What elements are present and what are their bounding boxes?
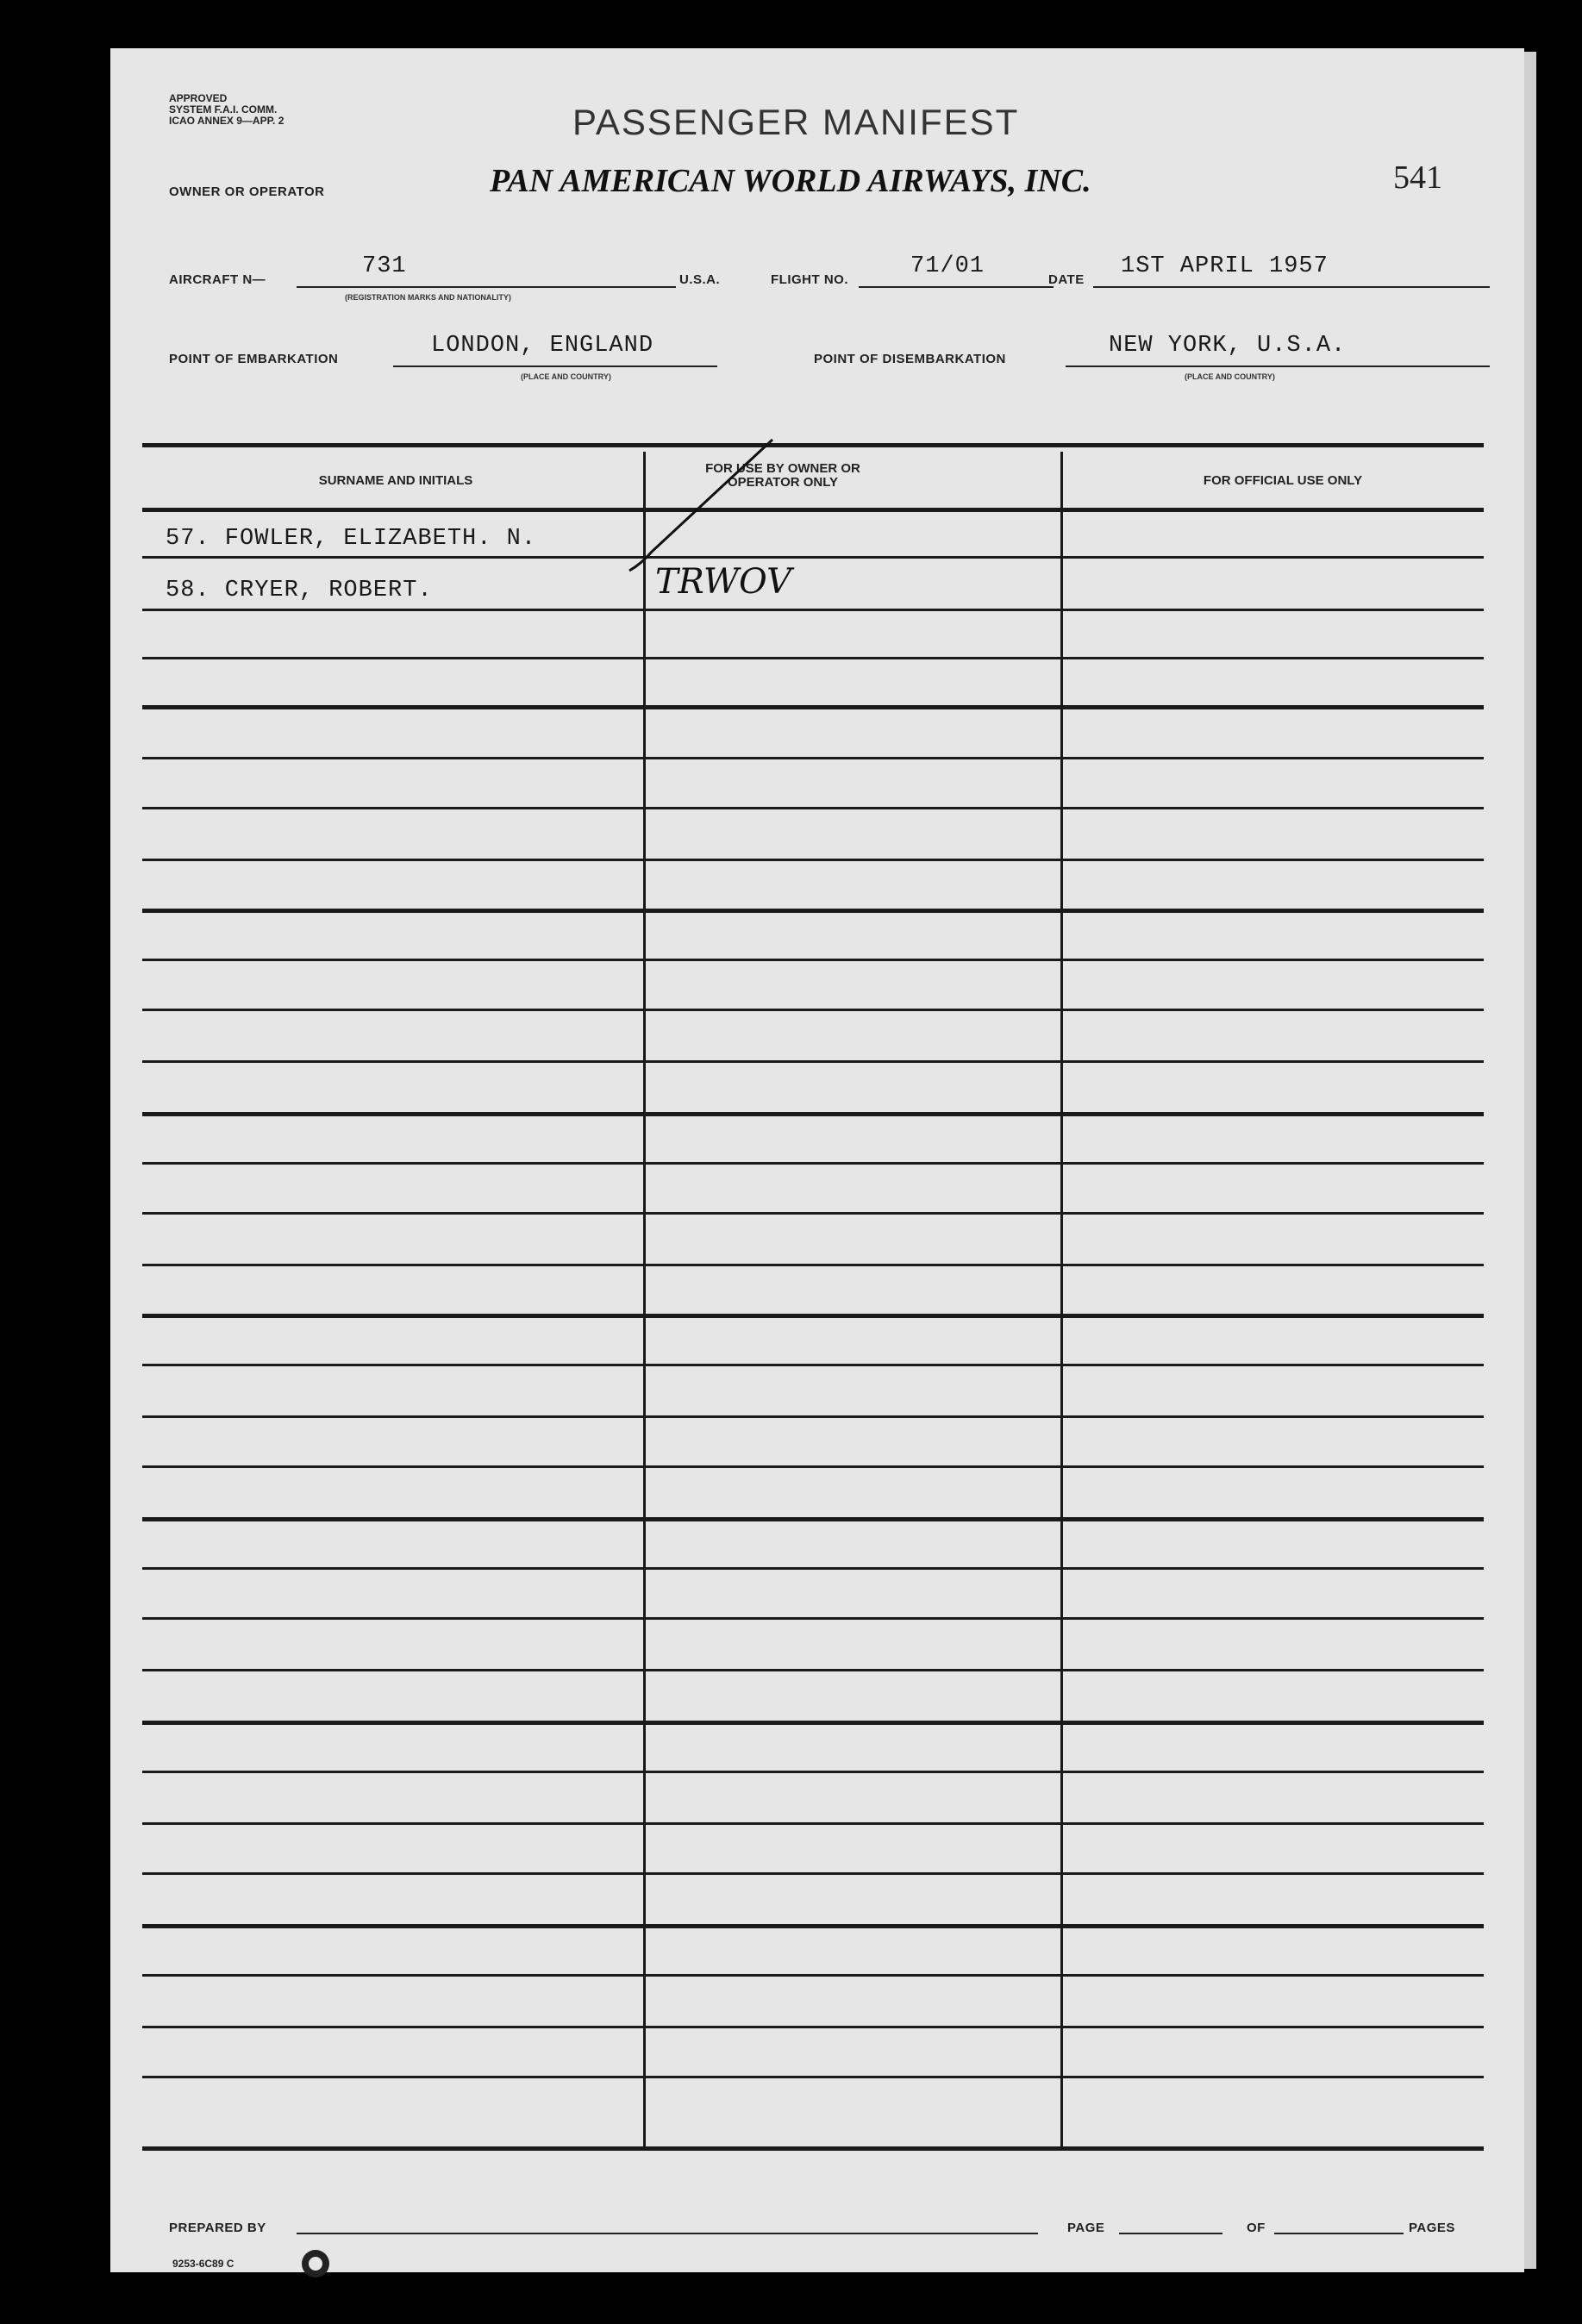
document-title: PASSENGER MANIFEST	[572, 102, 1020, 142]
operator-name: PAN AMERICAN WORLD AIRWAYS, INC.	[490, 163, 1091, 199]
aircraft-value: 731	[362, 253, 407, 279]
row-rule	[142, 657, 1484, 659]
of-underline	[1274, 2233, 1404, 2234]
row-rule	[142, 1771, 1484, 1773]
approval-line: SYSTEM F.A.I. COMM.	[169, 103, 278, 116]
row-rule	[142, 807, 1484, 809]
page-stamp: 541	[1393, 159, 1442, 196]
printer-logo-icon	[298, 2246, 333, 2281]
prepared-by-underline	[297, 2233, 1038, 2234]
row-rule	[142, 909, 1484, 913]
page-label: PAGE	[1067, 2221, 1105, 2235]
row-rule	[142, 1364, 1484, 1366]
row-rule	[142, 1264, 1484, 1266]
prepared-by-label: PREPARED BY	[169, 2221, 266, 2235]
row-rule	[142, 757, 1484, 759]
surname-column-header: SURNAME AND INITIALS	[318, 473, 473, 488]
approval-line: ICAO ANNEX 9—APP. 2	[169, 115, 285, 127]
row-rule	[142, 609, 1484, 611]
flight-underline	[859, 286, 1054, 288]
disembarkation-label: POINT OF DISEMBARKATION	[814, 352, 1006, 366]
owner-use-column-header: FOR USE BY OWNER OR OPERATOR ONLY	[705, 461, 860, 490]
aircraft-label: AIRCRAFT N—	[169, 272, 266, 287]
check-mark-stroke	[624, 415, 779, 588]
manifest-sheet	[110, 48, 1524, 2272]
flight-label: FLIGHT NO.	[771, 272, 848, 287]
row-rule	[142, 1721, 1484, 1725]
row-rule	[142, 1567, 1484, 1570]
approval-line: APPROVED	[169, 92, 228, 104]
row-rule	[142, 1517, 1484, 1521]
official-use-column-header: FOR OFFICIAL USE ONLY	[1203, 473, 1363, 488]
row-rule	[142, 1314, 1484, 1318]
embarkation-value: LONDON, ENGLAND	[431, 333, 654, 359]
date-underline	[1093, 286, 1490, 288]
row-rule	[142, 1060, 1484, 1063]
form-number: 9253-6C89 C	[172, 2258, 234, 2270]
page-underline	[1119, 2233, 1222, 2234]
date-value: 1ST APRIL 1957	[1121, 253, 1329, 279]
row-rule	[142, 959, 1484, 961]
aircraft-underline	[297, 286, 676, 288]
row-rule	[142, 705, 1484, 709]
of-label: OF	[1247, 2221, 1266, 2235]
row-rule	[142, 1112, 1484, 1116]
aircraft-country: U.S.A.	[679, 272, 721, 287]
owner-operator-label: OWNER OR OPERATOR	[169, 184, 325, 199]
row-rule	[142, 1872, 1484, 1875]
sheet-edge	[1524, 52, 1536, 2269]
table-bottom-rule	[142, 2146, 1484, 2151]
row-rule	[142, 1212, 1484, 1215]
row-rule	[142, 1617, 1484, 1620]
embarkation-underline	[393, 365, 717, 367]
row-rule	[142, 1465, 1484, 1468]
table-top-rule	[142, 443, 1484, 447]
row-rule	[142, 2026, 1484, 2028]
flight-value: 71/01	[910, 253, 985, 279]
row-rule	[142, 1009, 1484, 1011]
embarkation-sublabel: (PLACE AND COUNTRY)	[521, 372, 611, 381]
row-rule	[142, 556, 1484, 559]
row-rule	[142, 1669, 1484, 1671]
aircraft-sublabel: (REGISTRATION MARKS AND NATIONALITY)	[345, 293, 511, 302]
approval-block	[169, 93, 284, 127]
owner-note-handwritten: TRWOV	[655, 562, 792, 602]
row-rule	[142, 2076, 1484, 2078]
header-rule	[142, 508, 1484, 512]
disembarkation-value: NEW YORK, U.S.A.	[1109, 333, 1347, 359]
passenger-entry-57: 57. FOWLER, ELIZABETH. N.	[166, 526, 537, 552]
row-rule	[142, 1822, 1484, 1825]
row-rule	[142, 1415, 1484, 1418]
row-rule	[142, 1924, 1484, 1928]
disembarkation-underline	[1066, 365, 1490, 367]
pages-label: PAGES	[1409, 2221, 1455, 2235]
row-rule	[142, 1162, 1484, 1165]
embarkation-label: POINT OF EMBARKATION	[169, 352, 339, 366]
row-rule	[142, 859, 1484, 861]
passenger-entry-58: 58. CRYER, ROBERT.	[166, 578, 433, 603]
row-rule	[142, 1974, 1484, 1977]
disembarkation-sublabel: (PLACE AND COUNTRY)	[1185, 372, 1275, 381]
date-label: DATE	[1048, 272, 1085, 287]
